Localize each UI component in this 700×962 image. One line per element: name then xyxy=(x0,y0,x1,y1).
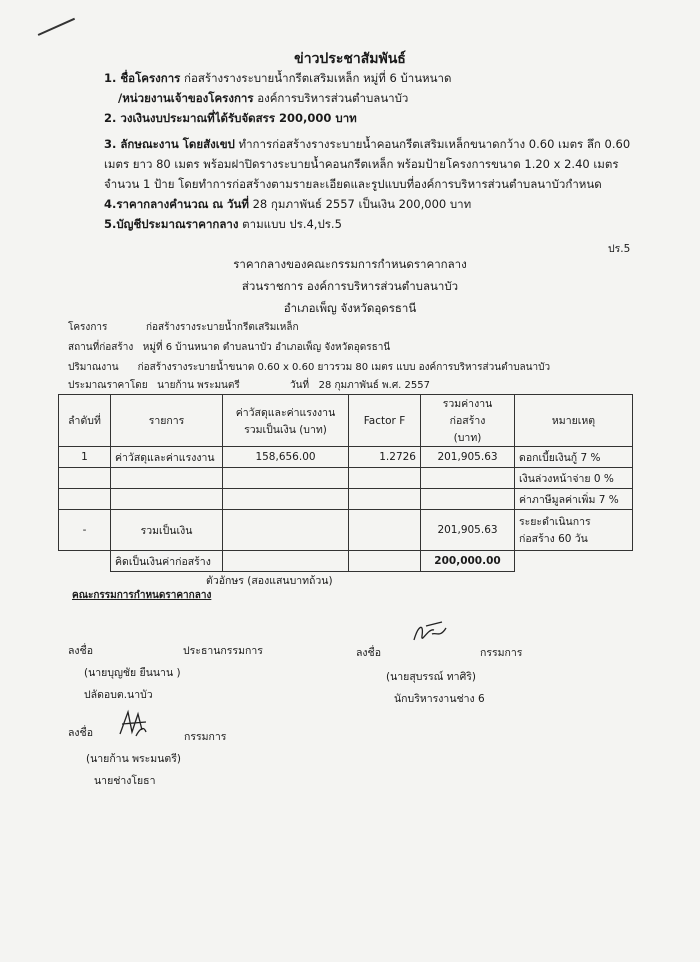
header-remark: หมายเหตุ xyxy=(515,395,633,447)
median-value: 28 กุมภาพันธ์ 2557 เป็นเงิน 200,000 บาท xyxy=(252,197,472,211)
header-cost-line2: รวมเป็นเงิน (บาท) xyxy=(244,423,327,436)
row1-factor: 1.2726 xyxy=(349,447,421,468)
committee-heading: คณะกรรมการกำหนดราคากลาง xyxy=(72,590,212,601)
cost-table xyxy=(58,394,633,572)
chair-position: ปลัดอบต.นาบัว xyxy=(84,689,153,701)
pen-mark xyxy=(38,18,75,36)
row1-remark: ดอกเบี้ยเงินกู้ 7 % xyxy=(515,447,633,468)
header-factor: Factor F xyxy=(349,395,421,447)
sum-dash: - xyxy=(59,510,111,551)
bq-value: ตามแบบ ปร.4,ปร.5 xyxy=(242,217,342,231)
row1-no: 1 xyxy=(59,447,111,468)
sum-label: รวมเป็นเงิน xyxy=(111,510,223,551)
form-project-value: ก่อสร้างรางระบายน้ำกรีตเสริมเหล็ก xyxy=(146,322,299,333)
row1-total: 201,905.63 xyxy=(421,447,515,468)
header-cost xyxy=(223,395,349,447)
member1-name: (นายสุบรรณ์ ทาศิริ) xyxy=(386,671,476,683)
form-quantity xyxy=(68,360,550,375)
chair-name: (นายบุญชัย ยืนนาน ) xyxy=(84,667,181,679)
sum-remark xyxy=(515,510,633,551)
date-label: วันที่ xyxy=(290,380,310,391)
table-header-row xyxy=(59,395,633,447)
site-label: สถานที่ก่อสร้าง xyxy=(68,342,134,353)
row1-item: ค่าวัสดุและค่าแรงงาน xyxy=(111,447,223,468)
member1-role: กรรมการ xyxy=(480,647,523,659)
table-row xyxy=(59,489,633,510)
form-project-label: โครงการ xyxy=(68,322,108,333)
member1-sign-label: ลงชื่อ xyxy=(356,647,381,659)
form-estimator xyxy=(68,378,240,393)
form-heading-1: ราคากลางของคณะกรรมการกำหนดราคากลาง xyxy=(233,257,467,271)
row3-remark: ค่าภาษีมูลค่าเพิ่ม 7 % xyxy=(515,489,633,510)
table-row-sum xyxy=(59,510,633,551)
member1-signature xyxy=(408,618,450,648)
construct-total: 200,000.00 xyxy=(421,551,515,572)
row2-remark: เงินล่วงหน้าจ่าย 0 % xyxy=(515,468,633,489)
qty-value: ก่อสร้างรางระบายน้ำขนาด 0.60 x 0.60 ยาวรวม 80 เมตร แบบ องค์การบริหารส่วนตำบลนาบัว xyxy=(137,362,551,373)
page-title: ข่าวประชาสัมพันธ์ xyxy=(294,51,406,67)
sum-remark-line1: ระยะดำเนินการ xyxy=(519,516,591,528)
qty-label: ปริมาณงาน xyxy=(68,362,119,373)
agency-label: /หน่วยงานเจ้าของโครงการ xyxy=(118,91,254,105)
member2-position: นายช่างโยธา xyxy=(94,775,156,787)
site-value: หมู่ที่ 6 บ้านหนาด ตำบลนาบัว อำเภอเพ็ญ จังหวัดอุดรธานี xyxy=(142,342,391,353)
project-label: 1. ชื่อโครงการ xyxy=(104,71,181,85)
table-row xyxy=(59,447,633,468)
item-project xyxy=(104,70,451,88)
member1-position: นักบริหารงานช่าง 6 xyxy=(394,693,485,705)
table-row-construct xyxy=(59,551,633,572)
construct-label: คิดเป็นเงินค่าก่อสร้าง xyxy=(111,551,223,572)
member2-role: กรรมการ xyxy=(184,731,227,743)
header-total-line1: รวมค่างานก่อสร้าง xyxy=(442,398,493,427)
member2-name: (นายก้าน พระมนตรี) xyxy=(86,753,181,765)
item-budget: 2. วงเงินงบประมาณที่ได้รับจัดสรร 200,000 บาท xyxy=(104,111,357,125)
item-median-price xyxy=(104,196,471,214)
form-heading-2: ส่วนราชการ องค์การบริหารส่วนตำบลนาบัว xyxy=(241,279,459,293)
sum-remark-line2: ก่อสร้าง 60 วัน xyxy=(519,533,588,545)
desc-line2: เมตร ยาว 80 เมตร พร้อมฝาปิดรางระบายน้ำคอนกรีตเหล็ก พร้อมป้ายโครงการขนาด 1.20 x 2.40 เมตร xyxy=(104,157,619,171)
agency-value: องค์การบริหารส่วนตำบลนาบัว xyxy=(257,91,409,105)
header-no: ลำดับที่ xyxy=(59,395,111,447)
item-description xyxy=(104,136,630,154)
item-bq xyxy=(104,216,342,234)
row1-cost: 158,656.00 xyxy=(223,447,349,468)
sum-total: 201,905.63 xyxy=(421,510,515,551)
project-value: ก่อสร้างรางระบายน้ำกรีตเสริมเหล็ก หมู่ที่ 6 บ้านหนาด xyxy=(184,71,452,85)
item-agency xyxy=(118,90,408,108)
header-cost-line1: ค่าวัสดุและค่าแรงงาน xyxy=(235,406,336,419)
desc-line1: ทำการก่อสร้างรางระบายน้ำคอนกรีตเสริมเหล็กขนาดกว้าง 0.60 เมตร ลึก 0.60 xyxy=(238,137,631,151)
form-site xyxy=(68,340,390,355)
desc-line3: จำนวน 1 ป้าย โดยทำการก่อสร้างตามรายละเอียดและรูปแบบที่องค์การบริหารส่วนตำบลนาบัวกำหนด xyxy=(104,177,602,191)
header-total xyxy=(421,395,515,447)
form-heading-3: อำเภอเพ็ญ จังหวัดอุดรธานี xyxy=(283,301,417,315)
chair-role: ประธานกรรมการ xyxy=(183,645,263,657)
chair-sign-label: ลงชื่อ xyxy=(68,645,93,657)
form-date xyxy=(290,378,430,393)
table-row xyxy=(59,468,633,489)
estimator-label: ประมาณราคาโดย xyxy=(68,380,148,391)
header-total-line2: (บาท) xyxy=(453,432,482,444)
median-label: 4.ราคากลางคำนวณ ณ วันที่ xyxy=(104,197,249,211)
amount-in-words: ตัวอักษร (สองแสนบาทถ้วน) xyxy=(206,575,333,587)
form-code: ปร.5 xyxy=(608,243,631,255)
header-item: รายการ xyxy=(111,395,223,447)
member2-sign-label: ลงชื่อ xyxy=(68,727,93,739)
date-value: 28 กุมภาพันธ์ พ.ศ. 2557 xyxy=(318,380,430,391)
desc-label: 3. ลักษณะงาน โดยสังเขป xyxy=(104,137,235,151)
bq-label: 5.บัญชีประมาณราคากลาง xyxy=(104,217,239,231)
estimator-value: นายก้าน พระมนตรี xyxy=(157,380,240,391)
member2-signature xyxy=(116,706,150,740)
